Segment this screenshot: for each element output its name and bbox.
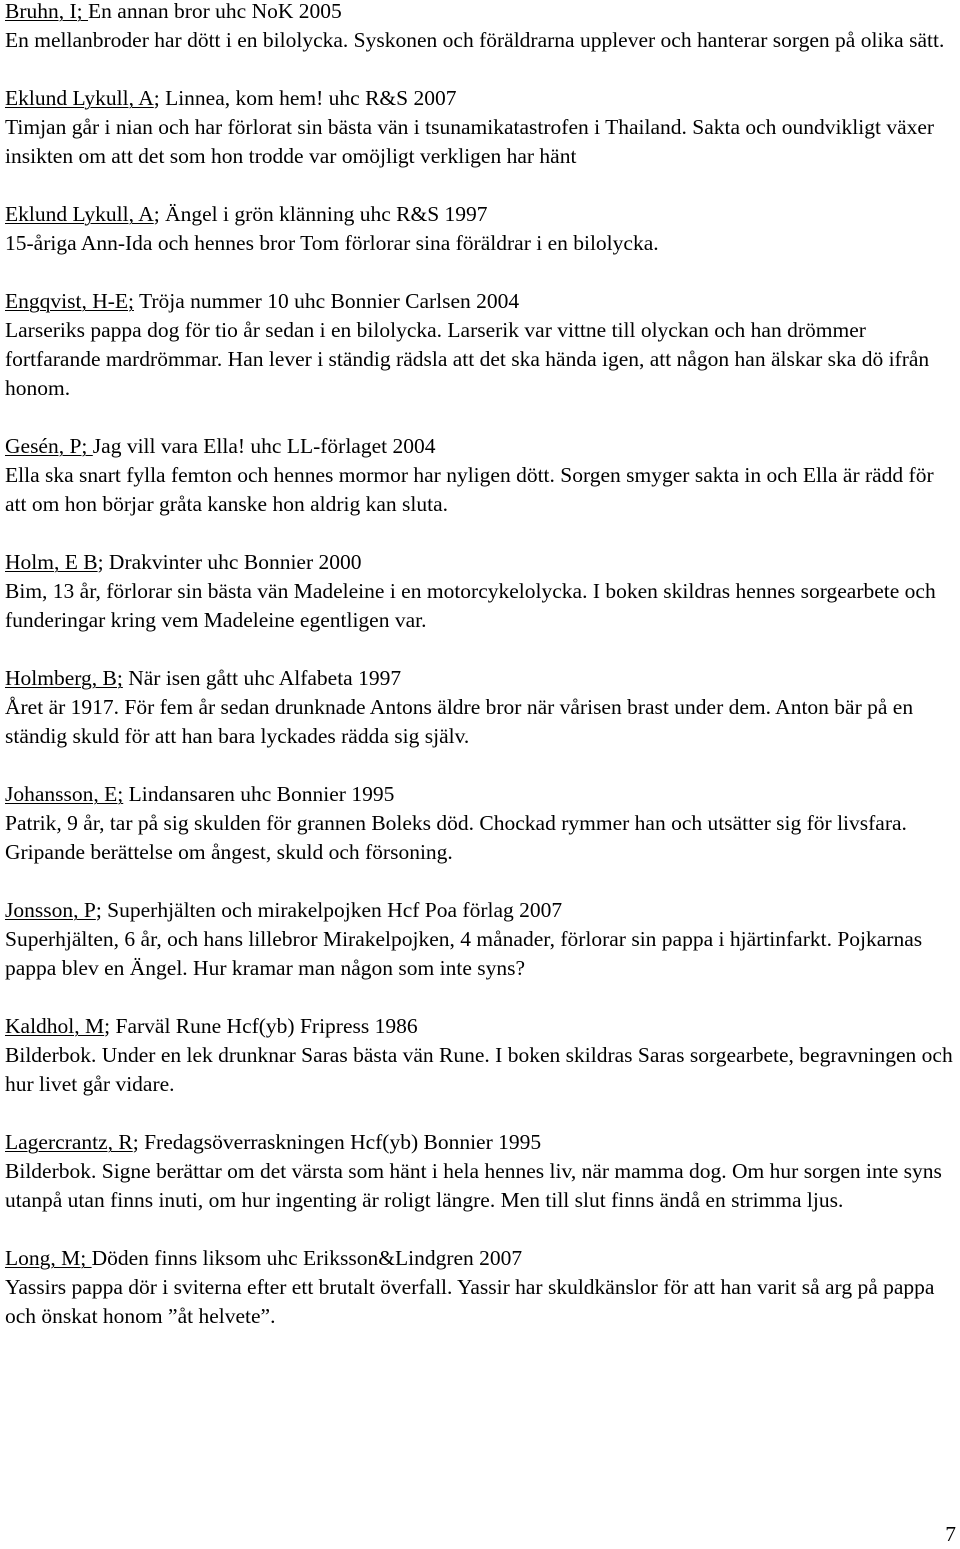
book-entry xyxy=(5,84,955,171)
entry-heading xyxy=(5,1012,955,1041)
entry-heading xyxy=(5,84,955,113)
entry-title-publisher: Lindansaren uhc Bonnier 1995 xyxy=(123,782,395,806)
entry-title-publisher: ; Superhjälten och mirakelpojken Hcf Poa förlag 2007 xyxy=(95,898,563,922)
entry-heading xyxy=(5,432,955,461)
entry-description: Timjan går i nian och har förlorat sin bästa vän i tsunamikatastrofen i Thailand. Sakta och oundvikligt växer insikten om att det som hon trodde var omöjligt verkligen har hänt xyxy=(5,115,935,168)
entry-title-publisher: ; Farväl Rune Hcf(yb) Fripress 1986 xyxy=(104,1014,418,1038)
entry-description: 15-åriga Ann-Ida och hennes bror Tom förlorar sina föräldrar i en bilolycka. xyxy=(5,231,659,255)
entry-heading xyxy=(5,0,955,26)
entry-description: Bilderbok. Under en lek drunknar Saras bästa vän Rune. I boken skildras Saras sorgearbete, begravningen och hur livet går vidare. xyxy=(5,1043,953,1096)
entry-title-publisher: När isen gått uhc Alfabeta 1997 xyxy=(122,666,402,690)
entry-author: Holm, E B xyxy=(5,550,98,574)
entry-title-publisher: En annan bror uhc NoK 2005 xyxy=(88,0,342,23)
page-number: 7 xyxy=(945,1522,956,1546)
entry-title-publisher: Jag vill vara Ella! uhc LL-förlaget 2004 xyxy=(92,434,436,458)
entry-author: Long, M; xyxy=(5,1246,92,1270)
entry-description: Ella ska snart fylla femton och hennes mormor har nyligen dött. Sorgen smyger sakta in och Ella är rädd för att om hon börjar gråta kanske hon aldrig kan sluta. xyxy=(5,463,934,516)
entry-title-publisher: Döden finns liksom uhc Eriksson&Lindgren 2007 xyxy=(91,1246,523,1270)
entry-description: Superhjälten, 6 år, och hans lillebror Mirakelpojken, 4 månader, förlorar sin pappa i hjärtinfarkt. Pojkarnas pappa blev en Ängel. Hur kramar man någon som inte syns? xyxy=(5,927,923,980)
entry-description: Patrik, 9 år, tar på sig skulden för grannen Boleks död. Chockad rymmer han och utsätter sig för livsfara. Gripande berättelse om ångest, skuld och försoning. xyxy=(5,811,907,864)
document-page xyxy=(5,0,955,1360)
entry-heading xyxy=(5,1128,955,1157)
entry-description: Yassirs pappa dör i sviterna efter ett brutalt överfall. Yassir har skuldkänslor för att han varit så arg på pappa och önskat honom ”åt helvete”. xyxy=(5,1275,935,1328)
entry-description: Bilderbok. Signe berättar om det värsta som hänt i hela hennes liv, när mamma dog. Om hur sorgen inte syns utanpå utan finns inuti, om hur ingenting är roligt längre. Men till slut finns ändå en strimma ljus. xyxy=(5,1159,942,1212)
entry-author: Bruhn, I; xyxy=(5,0,89,23)
entry-description: Året är 1917. För fem år sedan drunknade Antons äldre bror när vårisen brast under dem. Anton bär på en ständig skuld för att han bara lyckades rädda sig själv. xyxy=(5,695,914,748)
entry-title-publisher: ; Drakvinter uhc Bonnier 2000 xyxy=(97,550,362,574)
entry-heading xyxy=(5,1244,955,1273)
entry-heading xyxy=(5,548,955,577)
entry-author: Lagercrantz, R xyxy=(5,1130,133,1154)
entry-author: Holmberg, B; xyxy=(5,666,123,690)
entry-title-publisher: ; Ängel i grön klänning uhc R&S 1997 xyxy=(153,202,488,226)
entry-title-publisher: Tröja nummer 10 uhc Bonnier Carlsen 2004 xyxy=(134,289,520,313)
entry-title-publisher: ; Fredagsöverraskningen Hcf(yb) Bonnier 1995 xyxy=(132,1130,542,1154)
book-entry xyxy=(5,664,955,751)
entry-author: Eklund Lykull, A xyxy=(5,202,154,226)
book-entry xyxy=(5,0,955,55)
book-entry xyxy=(5,1128,955,1215)
entry-author: Johansson, E; xyxy=(5,782,124,806)
entry-heading xyxy=(5,287,955,316)
entry-author: Engqvist, H-E; xyxy=(5,289,134,313)
book-entry xyxy=(5,780,955,867)
entry-description: En mellanbroder har dött i en bilolycka. Syskonen och föräldrarna upplever och hanterar sorgen på olika sätt. xyxy=(5,28,945,52)
entry-description: Bim, 13 år, förlorar sin bästa vän Madeleine i en motorcykelolycka. I boken skildras hennes sorgearbete och funderingar kring vem Madeleine egentligen var. xyxy=(5,579,936,632)
entry-heading xyxy=(5,664,955,693)
entry-heading xyxy=(5,896,955,925)
entry-heading xyxy=(5,780,955,809)
entry-heading xyxy=(5,200,955,229)
entry-author: Kaldhol, M xyxy=(5,1014,105,1038)
book-entry xyxy=(5,200,955,258)
book-entry xyxy=(5,896,955,983)
entry-author: Eklund Lykull, A xyxy=(5,86,154,110)
entry-author: Jonsson, P xyxy=(5,898,96,922)
book-entry xyxy=(5,1244,955,1331)
entry-author: Gesén, P; xyxy=(5,434,93,458)
book-entry xyxy=(5,548,955,635)
entry-description: Larseriks pappa dog för tio år sedan i en bilolycka. Larserik var vittne till olyckan och han drömmer fortfarande mardrömmar. Han lever i ständig rädsla att det ska hända igen, att någon han älskar ska dö ifrån honom. xyxy=(5,318,930,400)
book-entry xyxy=(5,1012,955,1099)
book-entry xyxy=(5,287,955,403)
book-entry xyxy=(5,432,955,519)
entry-title-publisher: ; Linnea, kom hem! uhc R&S 2007 xyxy=(153,86,457,110)
